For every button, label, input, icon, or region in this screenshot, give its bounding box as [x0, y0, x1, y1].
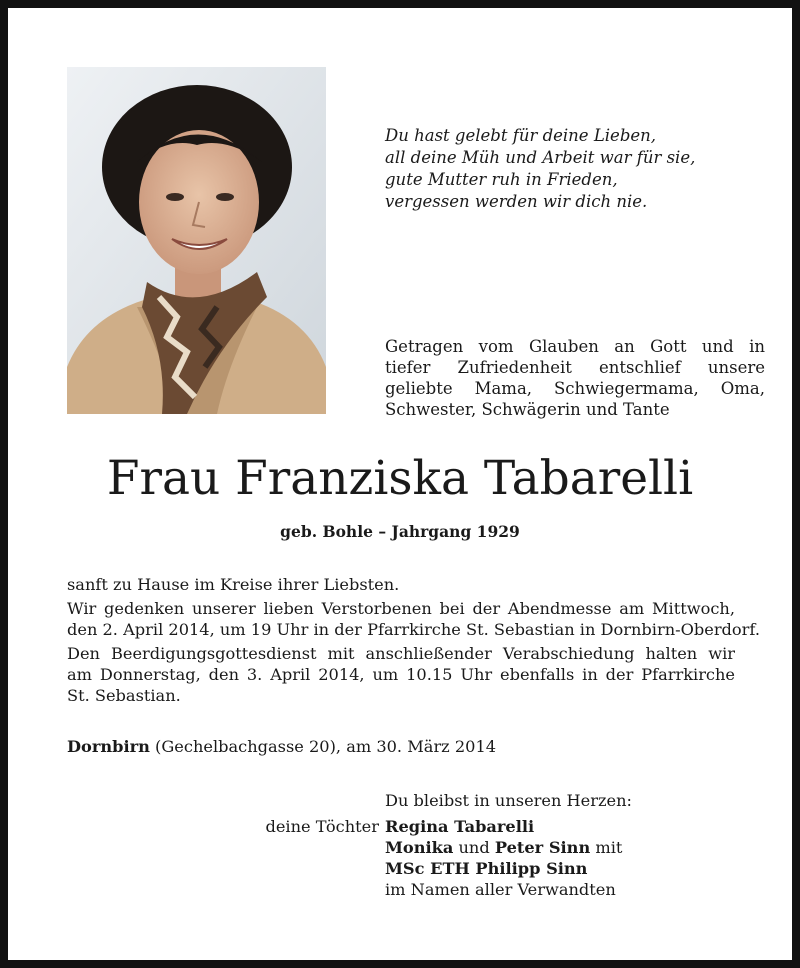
- intro-line: geliebte Mama, Schwiegermama, Oma,: [385, 379, 765, 398]
- connector-text: mit: [590, 838, 623, 857]
- service-paragraph: [67, 598, 760, 640]
- signatory-name: Monika: [385, 838, 454, 857]
- body-line: Den Beerdigungsgottesdienst mit anschließender Verabschiedung halten wir: [67, 644, 735, 663]
- intro-line: Getragen vom Glauben an Gott und in: [385, 337, 765, 356]
- body-text: [67, 574, 760, 709]
- verse-line: all deine Müh und Arbeit war für sie,: [385, 148, 696, 167]
- signatory-row: [8, 837, 792, 858]
- intro-line: tiefer Zufriedenheit entschlief unsere: [385, 358, 765, 377]
- body-line: den 2. April 2014, um 19 Uhr in der Pfarrkirche St. Sebastian in Dornbirn-Oberdorf.: [67, 620, 760, 639]
- signatory-row: [8, 879, 792, 900]
- place-city: Dornbirn: [67, 737, 150, 756]
- connector-text: und: [453, 838, 495, 857]
- portrait-illustration: [67, 67, 326, 414]
- signature-heading: Du bleibst in unseren Herzen:: [385, 791, 632, 810]
- signatory-name: MSc ETH Philipp Sinn: [385, 859, 588, 878]
- verse-line: gute Mutter ruh in Frieden,: [385, 170, 618, 189]
- body-line: am Donnerstag, den 3. April 2014, um 10.15 Uhr ebenfalls in der Pfarrkirche: [67, 665, 735, 684]
- body-line: Wir gedenken unserer lieben Verstorbenen bei der Abendmesse am Mittwoch,: [67, 599, 735, 618]
- signatory-name: Peter Sinn: [494, 838, 591, 857]
- body-line: sanft zu Hause im Kreise ihrer Liebsten.: [67, 575, 400, 594]
- body-line: St. Sebastian.: [67, 686, 181, 705]
- deceased-name: Frau Franziska Tabarelli: [106, 451, 694, 506]
- memorial-verse: [385, 125, 765, 213]
- intro-line: Schwester, Schwägerin und Tante: [385, 400, 670, 419]
- place-address-date: (Gechelbachgasse 20), am 30. März 2014: [149, 737, 497, 756]
- verse-line: vergessen werden wir dich nie.: [385, 192, 648, 211]
- birth-name-year: geb. Bohle – Jahrgang 1929: [280, 522, 520, 541]
- place-date: [67, 736, 496, 758]
- funeral-paragraph: [67, 643, 735, 706]
- verse-line: Du hast gelebt für deine Lieben,: [385, 126, 657, 145]
- signatory-row: [8, 858, 792, 879]
- intro-text: [385, 336, 765, 420]
- signatory-name: Regina Tabarelli: [385, 817, 535, 836]
- relatives-line: im Namen aller Verwandten: [385, 880, 616, 899]
- signatory-label: deine Töchter: [265, 817, 379, 836]
- signatories: [8, 816, 792, 900]
- portrait-photo: [67, 67, 326, 414]
- signatory-row: [8, 816, 792, 837]
